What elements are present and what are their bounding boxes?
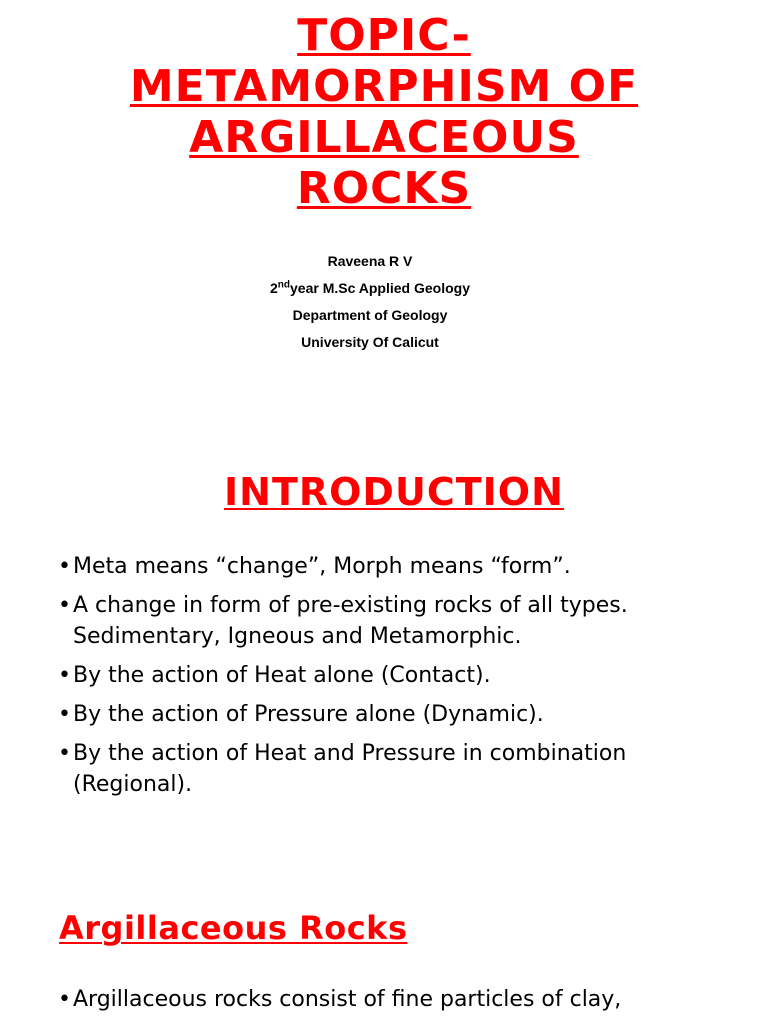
title-line-2: METAMORPHISM OF — [129, 61, 639, 112]
list-item: • By the action of Pressure alone (Dynamic). — [58, 699, 738, 730]
author-department: Department of Geology — [292, 307, 448, 323]
author-university: University Of Calicut — [301, 334, 439, 350]
title-line-1: TOPIC- — [297, 10, 471, 61]
author-year-number: 2 — [270, 280, 278, 296]
author-year-suffix: nd — [277, 279, 291, 291]
argillaceous-bullet-list — [58, 984, 738, 1023]
argillaceous-rocks-heading: Argillaceous Rocks — [59, 909, 408, 947]
author-name: Raveena R V — [327, 253, 413, 269]
author-block — [250, 248, 490, 356]
list-item: • By the action of Heat and Pressure in combination (Regional). — [58, 738, 738, 800]
title-line-4: ROCKS — [296, 163, 472, 214]
list-item: • By the action of Heat alone (Contact). — [58, 660, 738, 691]
introduction-bullet-list — [58, 551, 738, 808]
list-item: • A change in form of pre-existing rocks of all types. Sedimentary, Igneous and Metamorphic. — [58, 590, 738, 652]
list-item: • Meta means “change”, Morph means “form”. — [58, 551, 738, 582]
author-year-program: year M.Sc Applied Geology — [290, 280, 470, 296]
title-line-3: ARGILLACEOUS — [189, 112, 579, 163]
author-year — [250, 275, 490, 302]
list-item: • Argillaceous rocks consist of fine particles of clay, — [58, 984, 738, 1015]
slide-title — [0, 10, 768, 214]
introduction-heading: INTRODUCTION — [224, 470, 564, 514]
